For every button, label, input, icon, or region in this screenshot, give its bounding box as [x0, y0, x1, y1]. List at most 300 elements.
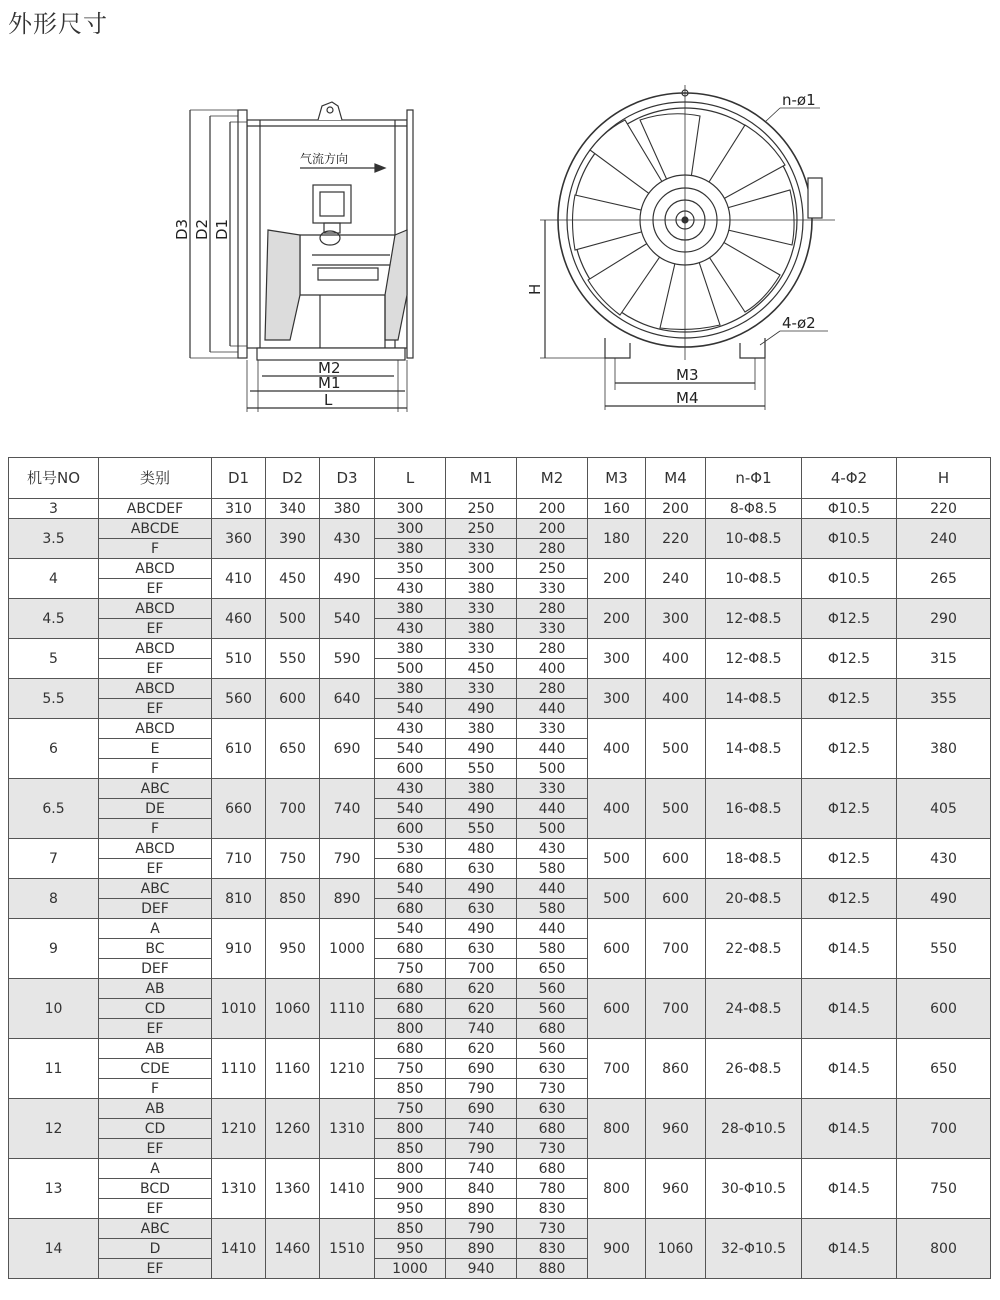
fan-model-group [9, 1159, 991, 1219]
cell-model-no: 3 [9, 499, 99, 519]
cell-l: 750 [375, 959, 446, 979]
column-header: 类别 [99, 458, 212, 499]
cell-d1: 360 [212, 519, 266, 559]
cell-category: ABCDE [99, 519, 212, 539]
cell-n-phi1: 26-Φ8.5 [706, 1039, 802, 1099]
cell-category: DEF [99, 959, 212, 979]
cell-m2: 330 [517, 779, 588, 799]
cell-m4: 300 [646, 599, 706, 639]
cell-l: 900 [375, 1179, 446, 1199]
cell-l: 430 [375, 779, 446, 799]
cell-n-phi1: 30-Φ10.5 [706, 1159, 802, 1219]
cell-model-no: 3.5 [9, 519, 99, 559]
cell-m1: 790 [446, 1079, 517, 1099]
cell-d2: 450 [266, 559, 320, 599]
cell-n-phi1: 12-Φ8.5 [706, 599, 802, 639]
cell-m2: 440 [517, 919, 588, 939]
cell-l: 300 [375, 519, 446, 539]
cell-m3: 800 [588, 1099, 646, 1159]
cell-phi2: Φ14.5 [802, 1219, 897, 1279]
cell-m2: 880 [517, 1259, 588, 1279]
cell-category: ABCD [99, 839, 212, 859]
fan-model-group [9, 779, 991, 839]
dim-label-d3: D3 [173, 218, 191, 240]
fan-model-group [9, 979, 991, 1039]
cell-h: 600 [897, 979, 991, 1039]
table-row [9, 599, 991, 619]
cell-category: ABC [99, 779, 212, 799]
cell-category: F [99, 1079, 212, 1099]
cell-phi2: Φ14.5 [802, 1099, 897, 1159]
cell-m3: 900 [588, 1219, 646, 1279]
cell-m2: 730 [517, 1219, 588, 1239]
cell-model-no: 4.5 [9, 599, 99, 639]
cell-category: E [99, 739, 212, 759]
cell-l: 680 [375, 999, 446, 1019]
cell-category: ABC [99, 1219, 212, 1239]
cell-h: 380 [897, 719, 991, 779]
column-header: 机号NO [9, 458, 99, 499]
cell-l: 540 [375, 879, 446, 899]
cell-l: 430 [375, 579, 446, 599]
cell-m2: 250 [517, 559, 588, 579]
cell-n-phi1: 28-Φ10.5 [706, 1099, 802, 1159]
cell-m1: 380 [446, 579, 517, 599]
cell-m2: 280 [517, 599, 588, 619]
fan-model-group [9, 639, 991, 679]
cell-n-phi1: 22-Φ8.5 [706, 919, 802, 979]
cell-category: AB [99, 1039, 212, 1059]
cell-l: 850 [375, 1219, 446, 1239]
cell-d1: 660 [212, 779, 266, 839]
cell-n-phi1: 24-Φ8.5 [706, 979, 802, 1039]
cell-m3: 600 [588, 919, 646, 979]
cell-m2: 440 [517, 699, 588, 719]
table-row [9, 779, 991, 799]
cell-category: F [99, 759, 212, 779]
cell-m1: 330 [446, 679, 517, 699]
cell-d2: 1360 [266, 1159, 320, 1219]
cell-l: 430 [375, 719, 446, 739]
cell-d2: 1460 [266, 1219, 320, 1279]
cell-m1: 330 [446, 539, 517, 559]
cell-m2: 330 [517, 719, 588, 739]
cell-n-phi1: 10-Φ8.5 [706, 559, 802, 599]
cell-l: 680 [375, 1039, 446, 1059]
cell-m4: 1060 [646, 1219, 706, 1279]
cell-h: 650 [897, 1039, 991, 1099]
cell-d3: 690 [320, 719, 375, 779]
cell-model-no: 5 [9, 639, 99, 679]
cell-h: 265 [897, 559, 991, 599]
fan-model-group [9, 1039, 991, 1099]
front-view-fan [540, 85, 835, 410]
cell-h: 430 [897, 839, 991, 879]
cell-l: 1000 [375, 1259, 446, 1279]
cell-m2: 280 [517, 679, 588, 699]
cell-m4: 960 [646, 1159, 706, 1219]
fan-model-group [9, 1219, 991, 1279]
cell-l: 950 [375, 1199, 446, 1219]
cell-l: 430 [375, 619, 446, 639]
cell-d1: 510 [212, 639, 266, 679]
dim-label-d2: D2 [193, 218, 211, 240]
cell-n-phi1: 12-Φ8.5 [706, 639, 802, 679]
table-row [9, 639, 991, 659]
column-header: D3 [320, 458, 375, 499]
cell-h: 750 [897, 1159, 991, 1219]
cell-n-phi1: 14-Φ8.5 [706, 679, 802, 719]
callout-holes: n-ø1 [782, 91, 816, 109]
cell-n-phi1: 8-Φ8.5 [706, 499, 802, 519]
table-row [9, 919, 991, 939]
cell-phi2: Φ14.5 [802, 919, 897, 979]
cell-d3: 890 [320, 879, 375, 919]
cell-m4: 500 [646, 719, 706, 779]
cell-m4: 400 [646, 679, 706, 719]
cell-h: 405 [897, 779, 991, 839]
dim-label-m2: M2 [318, 359, 341, 377]
cell-m1: 690 [446, 1059, 517, 1079]
cell-m2: 440 [517, 739, 588, 759]
cell-phi2: Φ10.5 [802, 519, 897, 559]
cell-h: 800 [897, 1219, 991, 1279]
table-row [9, 719, 991, 739]
table-row [9, 1039, 991, 1059]
cell-h: 290 [897, 599, 991, 639]
cell-phi2: Φ12.5 [802, 599, 897, 639]
dim-label-m4: M4 [676, 389, 699, 407]
table-row [9, 559, 991, 579]
cell-m1: 940 [446, 1259, 517, 1279]
cell-d1: 1110 [212, 1039, 266, 1099]
cell-category: DE [99, 799, 212, 819]
cell-m2: 200 [517, 519, 588, 539]
cell-m2: 680 [517, 1019, 588, 1039]
column-header: n-Φ1 [706, 458, 802, 499]
cell-category: ABCDEF [99, 499, 212, 519]
cell-l: 950 [375, 1239, 446, 1259]
cell-l: 540 [375, 919, 446, 939]
cell-m4: 700 [646, 919, 706, 979]
cell-category: CD [99, 999, 212, 1019]
callout-base: 4-ø2 [782, 314, 816, 332]
cell-m2: 780 [517, 1179, 588, 1199]
cell-h: 700 [897, 1099, 991, 1159]
dim-label-d1: D1 [213, 218, 231, 240]
cell-l: 540 [375, 799, 446, 819]
cell-l: 300 [375, 499, 446, 519]
cell-m1: 690 [446, 1099, 517, 1119]
dim-label-l: L [324, 391, 333, 409]
cell-m1: 620 [446, 999, 517, 1019]
cell-category: CDE [99, 1059, 212, 1079]
cell-category: EF [99, 619, 212, 639]
cell-m1: 700 [446, 959, 517, 979]
cell-m4: 600 [646, 879, 706, 919]
cell-category: ABCD [99, 639, 212, 659]
cell-category: EF [99, 1199, 212, 1219]
column-header: 4-Φ2 [802, 458, 897, 499]
cell-category: EF [99, 699, 212, 719]
cell-d1: 610 [212, 719, 266, 779]
cell-h: 550 [897, 919, 991, 979]
cell-m2: 500 [517, 819, 588, 839]
fan-model-group [9, 679, 991, 719]
cell-m2: 580 [517, 939, 588, 959]
table-row [9, 839, 991, 859]
cell-m2: 330 [517, 579, 588, 599]
cell-m4: 600 [646, 839, 706, 879]
cell-m2: 730 [517, 1139, 588, 1159]
cell-m2: 830 [517, 1239, 588, 1259]
cell-model-no: 7 [9, 839, 99, 879]
cell-d2: 750 [266, 839, 320, 879]
cell-m2: 830 [517, 1199, 588, 1219]
cell-m2: 630 [517, 1099, 588, 1119]
cell-m3: 400 [588, 719, 646, 779]
cell-m2: 200 [517, 499, 588, 519]
side-view-fan [190, 102, 413, 412]
cell-m3: 180 [588, 519, 646, 559]
cell-m1: 630 [446, 899, 517, 919]
dimension-table [8, 457, 991, 1279]
cell-m2: 440 [517, 799, 588, 819]
cell-n-phi1: 20-Φ8.5 [706, 879, 802, 919]
cell-l: 750 [375, 1099, 446, 1119]
cell-category: F [99, 539, 212, 559]
cell-l: 680 [375, 939, 446, 959]
cell-d3: 1000 [320, 919, 375, 979]
cell-d3: 540 [320, 599, 375, 639]
fan-model-group [9, 519, 991, 559]
cell-category: ABC [99, 879, 212, 899]
cell-l: 540 [375, 699, 446, 719]
cell-category: A [99, 919, 212, 939]
cell-m1: 380 [446, 619, 517, 639]
cell-m4: 960 [646, 1099, 706, 1159]
cell-d1: 910 [212, 919, 266, 979]
cell-phi2: Φ14.5 [802, 1159, 897, 1219]
cell-d3: 380 [320, 499, 375, 519]
cell-category: DEF [99, 899, 212, 919]
cell-h: 240 [897, 519, 991, 559]
cell-m3: 600 [588, 979, 646, 1039]
fan-model-group [9, 499, 991, 519]
cell-m3: 300 [588, 639, 646, 679]
cell-m2: 580 [517, 899, 588, 919]
cell-phi2: Φ12.5 [802, 879, 897, 919]
column-header: M1 [446, 458, 517, 499]
cell-category: ABCD [99, 599, 212, 619]
cell-model-no: 9 [9, 919, 99, 979]
cell-m4: 200 [646, 499, 706, 519]
cell-d3: 590 [320, 639, 375, 679]
dim-label-m1: M1 [318, 374, 341, 392]
cell-category: ABCD [99, 679, 212, 699]
cell-d3: 1210 [320, 1039, 375, 1099]
cell-m1: 890 [446, 1199, 517, 1219]
cell-l: 600 [375, 819, 446, 839]
table-header-row [9, 458, 991, 499]
cell-d2: 850 [266, 879, 320, 919]
table-row [9, 519, 991, 539]
table-row [9, 679, 991, 699]
cell-m1: 630 [446, 859, 517, 879]
cell-l: 680 [375, 899, 446, 919]
table-row [9, 979, 991, 999]
cell-d3: 740 [320, 779, 375, 839]
dimension-drawing [0, 40, 1000, 440]
cell-m1: 790 [446, 1219, 517, 1239]
cell-category: AB [99, 1099, 212, 1119]
cell-d1: 1310 [212, 1159, 266, 1219]
cell-l: 680 [375, 859, 446, 879]
fan-model-group [9, 839, 991, 879]
column-header: D2 [266, 458, 320, 499]
cell-m2: 400 [517, 659, 588, 679]
cell-m1: 740 [446, 1119, 517, 1139]
cell-l: 680 [375, 979, 446, 999]
cell-m1: 740 [446, 1159, 517, 1179]
cell-m1: 790 [446, 1139, 517, 1159]
cell-phi2: Φ12.5 [802, 719, 897, 779]
cell-model-no: 11 [9, 1039, 99, 1099]
cell-m1: 330 [446, 599, 517, 619]
cell-d2: 390 [266, 519, 320, 559]
cell-d3: 430 [320, 519, 375, 559]
cell-l: 350 [375, 559, 446, 579]
cell-m1: 490 [446, 919, 517, 939]
table-row [9, 1099, 991, 1119]
table-row [9, 1219, 991, 1239]
cell-category: CD [99, 1119, 212, 1139]
cell-d1: 1210 [212, 1099, 266, 1159]
cell-h: 490 [897, 879, 991, 919]
column-header: M2 [517, 458, 588, 499]
cell-m3: 400 [588, 779, 646, 839]
cell-m1: 380 [446, 719, 517, 739]
cell-m4: 500 [646, 779, 706, 839]
cell-m2: 280 [517, 639, 588, 659]
cell-d2: 1160 [266, 1039, 320, 1099]
fan-model-group [9, 919, 991, 979]
cell-d2: 500 [266, 599, 320, 639]
cell-m2: 580 [517, 859, 588, 879]
column-header: M4 [646, 458, 706, 499]
cell-m2: 560 [517, 1039, 588, 1059]
cell-d2: 1260 [266, 1099, 320, 1159]
cell-m1: 380 [446, 779, 517, 799]
cell-m3: 500 [588, 839, 646, 879]
cell-m2: 730 [517, 1079, 588, 1099]
cell-d2: 700 [266, 779, 320, 839]
cell-model-no: 10 [9, 979, 99, 1039]
cell-category: ABCD [99, 719, 212, 739]
cell-m1: 250 [446, 499, 517, 519]
cell-l: 380 [375, 639, 446, 659]
cell-l: 800 [375, 1019, 446, 1039]
cell-m1: 630 [446, 939, 517, 959]
cell-category: BC [99, 939, 212, 959]
cell-d2: 950 [266, 919, 320, 979]
fan-model-group [9, 1099, 991, 1159]
cell-model-no: 6.5 [9, 779, 99, 839]
cell-d3: 1510 [320, 1219, 375, 1279]
cell-m1: 620 [446, 1039, 517, 1059]
cell-l: 800 [375, 1159, 446, 1179]
table-row [9, 1159, 991, 1179]
cell-l: 530 [375, 839, 446, 859]
cell-m1: 490 [446, 879, 517, 899]
cell-l: 380 [375, 599, 446, 619]
cell-category: EF [99, 1259, 212, 1279]
column-header: M3 [588, 458, 646, 499]
cell-m1: 300 [446, 559, 517, 579]
cell-model-no: 5.5 [9, 679, 99, 719]
cell-m4: 220 [646, 519, 706, 559]
cell-l: 600 [375, 759, 446, 779]
cell-d2: 600 [266, 679, 320, 719]
cell-m1: 550 [446, 819, 517, 839]
cell-m4: 700 [646, 979, 706, 1039]
cell-m1: 550 [446, 759, 517, 779]
fan-model-group [9, 719, 991, 779]
cell-phi2: Φ12.5 [802, 779, 897, 839]
cell-d1: 560 [212, 679, 266, 719]
cell-model-no: 13 [9, 1159, 99, 1219]
fan-model-group [9, 879, 991, 919]
cell-n-phi1: 10-Φ8.5 [706, 519, 802, 559]
cell-m2: 440 [517, 879, 588, 899]
cell-category: EF [99, 1139, 212, 1159]
cell-m2: 500 [517, 759, 588, 779]
cell-d2: 1060 [266, 979, 320, 1039]
cell-m3: 160 [588, 499, 646, 519]
cell-d3: 1410 [320, 1159, 375, 1219]
cell-d1: 460 [212, 599, 266, 639]
cell-phi2: Φ14.5 [802, 979, 897, 1039]
cell-n-phi1: 16-Φ8.5 [706, 779, 802, 839]
cell-category: ABCD [99, 559, 212, 579]
cell-phi2: Φ10.5 [802, 499, 897, 519]
cell-l: 750 [375, 1059, 446, 1079]
cell-h: 315 [897, 639, 991, 679]
cell-m3: 800 [588, 1159, 646, 1219]
cell-d1: 1410 [212, 1219, 266, 1279]
cell-m2: 560 [517, 999, 588, 1019]
cell-phi2: Φ14.5 [802, 1039, 897, 1099]
cell-d3: 640 [320, 679, 375, 719]
cell-d1: 810 [212, 879, 266, 919]
cell-l: 850 [375, 1139, 446, 1159]
cell-m4: 860 [646, 1039, 706, 1099]
cell-m1: 890 [446, 1239, 517, 1259]
cell-m1: 490 [446, 699, 517, 719]
cell-n-phi1: 14-Φ8.5 [706, 719, 802, 779]
fan-model-group [9, 599, 991, 639]
cell-m2: 650 [517, 959, 588, 979]
cell-model-no: 6 [9, 719, 99, 779]
cell-m4: 400 [646, 639, 706, 679]
cell-category: BCD [99, 1179, 212, 1199]
cell-phi2: Φ12.5 [802, 639, 897, 679]
cell-l: 800 [375, 1119, 446, 1139]
column-header: H [897, 458, 991, 499]
cell-m3: 500 [588, 879, 646, 919]
cell-category: F [99, 819, 212, 839]
dim-label-m3: M3 [676, 366, 699, 384]
